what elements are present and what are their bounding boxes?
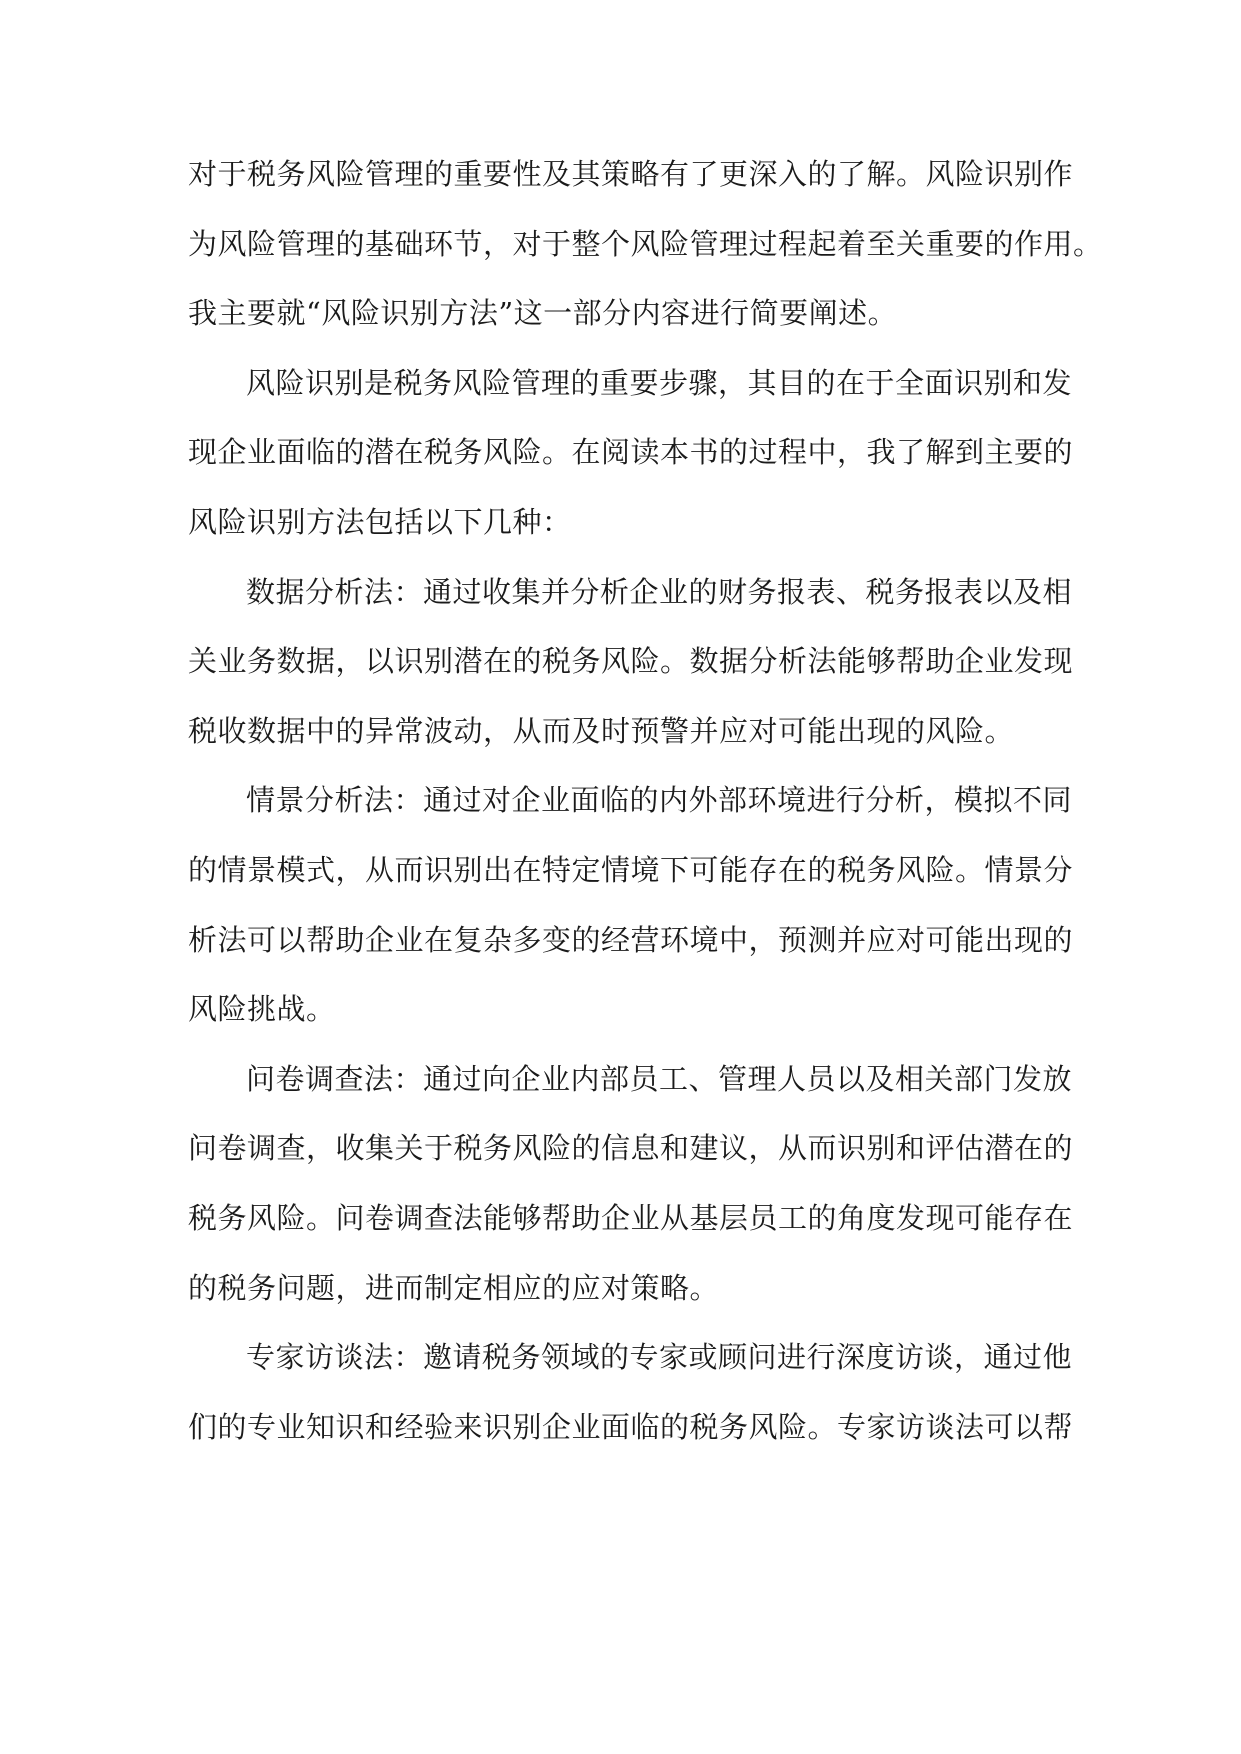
paragraph-start-line: 情景分析法：通过对企业面临的内外部环境进行分析，模拟不同 xyxy=(246,783,1073,818)
paragraph-start-line: 数据分析法：通过收集并分析企业的财务报表、税务报表以及相 xyxy=(246,574,1073,609)
text-line: 的税务问题，进而制定相应的应对策略。 xyxy=(188,1270,720,1305)
text-line: 析法可以帮助企业在复杂多变的经营环境中，预测并应对可能出现的 xyxy=(188,922,1074,957)
text-line: 问卷调查，收集关于税务风险的信息和建议，从而识别和评估潜在的 xyxy=(188,1131,1074,1166)
text-line: 我主要就“风险识别方法”这一部分内容进行简要阐述。 xyxy=(188,296,898,331)
text-line: 们的专业知识和经验来识别企业面临的税务风险。专家访谈法可以帮 xyxy=(188,1409,1074,1444)
paragraph-start-line: 问卷调查法：通过向企业内部员工、管理人员以及相关部门发放 xyxy=(246,1061,1073,1096)
text-line: 税务风险。问卷调查法能够帮助企业从基层员工的角度发现可能存在 xyxy=(188,1200,1074,1235)
text-line: 对于税务风险管理的重要性及其策略有了更深入的了解。风险识别作 xyxy=(188,157,1074,191)
text-line: 风险挑战。 xyxy=(188,992,336,1027)
text-line: 风险识别方法包括以下几种： xyxy=(188,504,572,539)
text-line: 的情景模式，从而识别出在特定情境下可能存在的税务风险。情景分 xyxy=(188,852,1074,887)
paragraph-start-line: 专家访谈法：邀请税务领域的专家或顾问进行深度访谈，通过他 xyxy=(246,1340,1073,1375)
text-line: 现企业面临的潜在税务风险。在阅读本书的过程中，我了解到主要的 xyxy=(188,435,1074,470)
text-line: 关业务数据，以识别潜在的税务风险。数据分析法能够帮助企业发现 xyxy=(188,644,1074,679)
text-line: 税收数据中的异常波动，从而及时预警并应对可能出现的风险。 xyxy=(188,713,1015,748)
paragraph-start-line: 风险识别是税务风险管理的重要步骤，其目的在于全面识别和发 xyxy=(246,365,1073,400)
body-text xyxy=(188,140,1103,1462)
text-line: 为风险管理的基础环节，对于整个风险管理过程起着至关重要的作用。 xyxy=(188,226,1103,261)
